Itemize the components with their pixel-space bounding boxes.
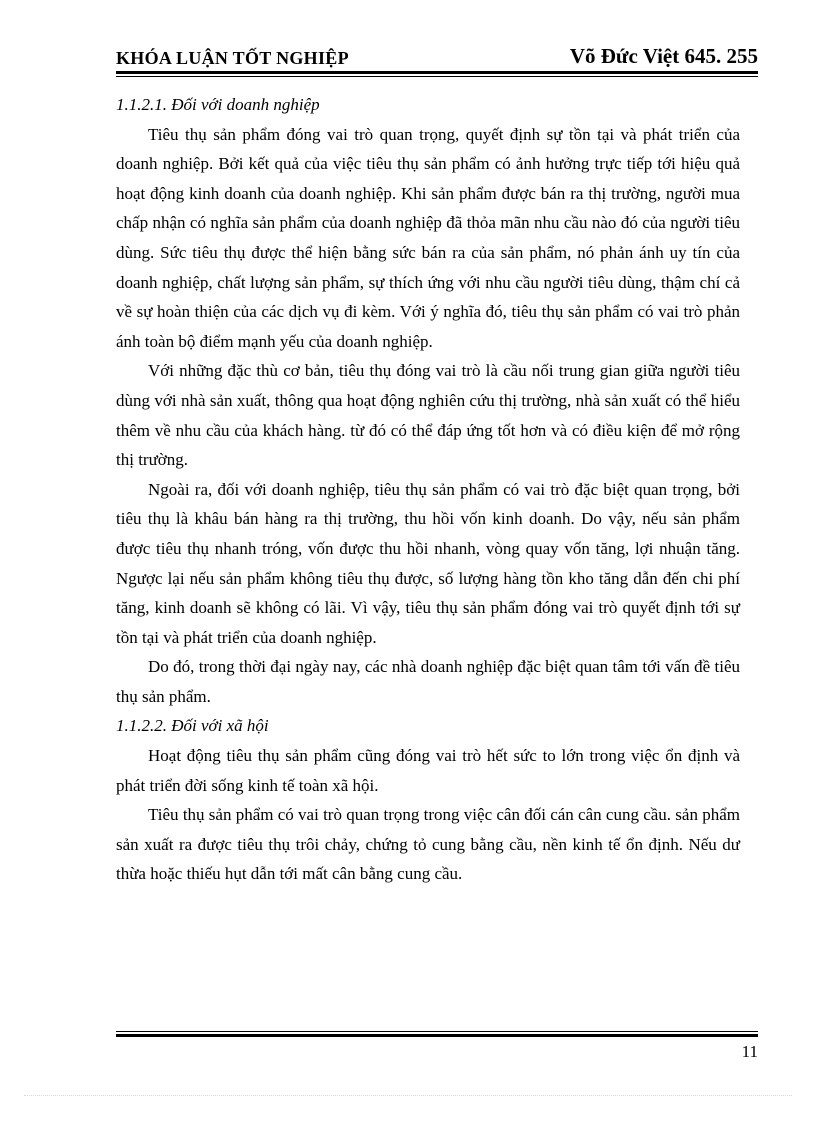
paragraph: Tiêu thụ sản phẩm có vai trò quan trọng trong việc cân đối cán cân cung cầu. sản phẩm sản xuất ra được tiêu thụ trôi chảy, chứng tỏ cung bằng cầu, nền kinh tế ổn định. Nếu dư thừa hoặc thiếu hụt dẫn tới mất cân bằng cung cầu. xyxy=(116,805,740,884)
paragraph: Ngoài ra, đối với doanh nghiệp, tiêu thụ sản phẩm có vai trò đặc biệt quan trọng, bởi tiêu thụ là khâu bán hàng ra thị trường, thu hồi vốn kinh doanh. Do vậy, nếu sản phẩm được tiêu thụ nhanh tróng, vốn được thu hồi nhanh, vòng quay vốn tăng, lợi nhuận tăng. Ngược lại nếu sản phẩm không tiêu thụ được, số lượng hàng tồn kho tăng dẫn đến chi phí tăng, kinh doanh sẽ không có lãi. Vì vậy, tiêu thụ sản phẩm đóng vai trò quyết định tới sự tồn tại và phát triển của doanh nghiệp. xyxy=(116,479,740,647)
footer-rule-thin xyxy=(116,1031,758,1032)
footer-rule-thick xyxy=(116,1034,758,1037)
header-title-right: Võ Đức Việt 645. 255 xyxy=(569,44,758,68)
paragraph: Do đó, trong thời đại ngày nay, các nhà doanh nghiệp đặc biệt quan tâm tới vấn đề tiêu thụ sản phẩm. xyxy=(116,657,740,706)
paragraph: Với những đặc thù cơ bản, tiêu thụ đóng vai trò là cầu nối trung gian giữa người tiêu dùng với nhà sản xuất, thông qua hoạt động nghiên cứu thị trường, nhà sản xuất có thể hiểu thêm về nhu cầu của khách hàng. từ đó có thể đáp ứng tốt hơn và có điều kiện để mở rộng thị trường. xyxy=(116,361,740,470)
paragraph: Hoạt động tiêu thụ sản phẩm cũng đóng vai trò hết sức to lớn trong việc ổn định và phát triển đời sống kinh tế toàn xã hội. xyxy=(116,746,740,795)
page-edge-border xyxy=(24,1095,792,1096)
page-body xyxy=(116,90,740,889)
section-heading-society: 1.1.2.2. Đối với xã hội xyxy=(116,716,269,736)
header-rule-thick xyxy=(116,71,758,74)
header-title-left: KHÓA LUẬN TỐT NGHIỆP xyxy=(116,48,349,68)
page-number: 11 xyxy=(741,1042,758,1061)
section-heading-enterprise: 1.1.2.1. Đối với doanh nghiệp xyxy=(116,95,320,114)
paragraph: Tiêu thụ sản phẩm đóng vai trò quan trọng, quyết định sự tồn tại và phát triển của doanh nghiệp. Bởi kết quả của việc tiêu thụ sản phẩm có ảnh hưởng trực tiếp tới hiệu quả hoạt động kinh doanh của doanh nghiệp. Khi sản phẩm được bán ra thị trường, người mua chấp nhận có nghĩa sản phẩm của doanh nghiệp đã thỏa mãn nhu cầu nào đó của người tiêu dùng. Sức tiêu thụ được thể hiện bằng sức bán ra của sản phẩm, nó phản ánh uy tín của doanh nghiệp, chất lượng sản phẩm, sự thích ứng với nhu cầu người tiêu dùng, thậm chí cả về sự hoàn thiện của các dịch vụ đi kèm. Với ý nghĩa đó, tiêu thụ sản phẩm có vai trò phản ánh toàn bộ điểm mạnh yếu của doanh nghiệp. xyxy=(116,124,740,351)
header-rule-thin xyxy=(116,76,758,77)
page-header xyxy=(116,44,758,74)
